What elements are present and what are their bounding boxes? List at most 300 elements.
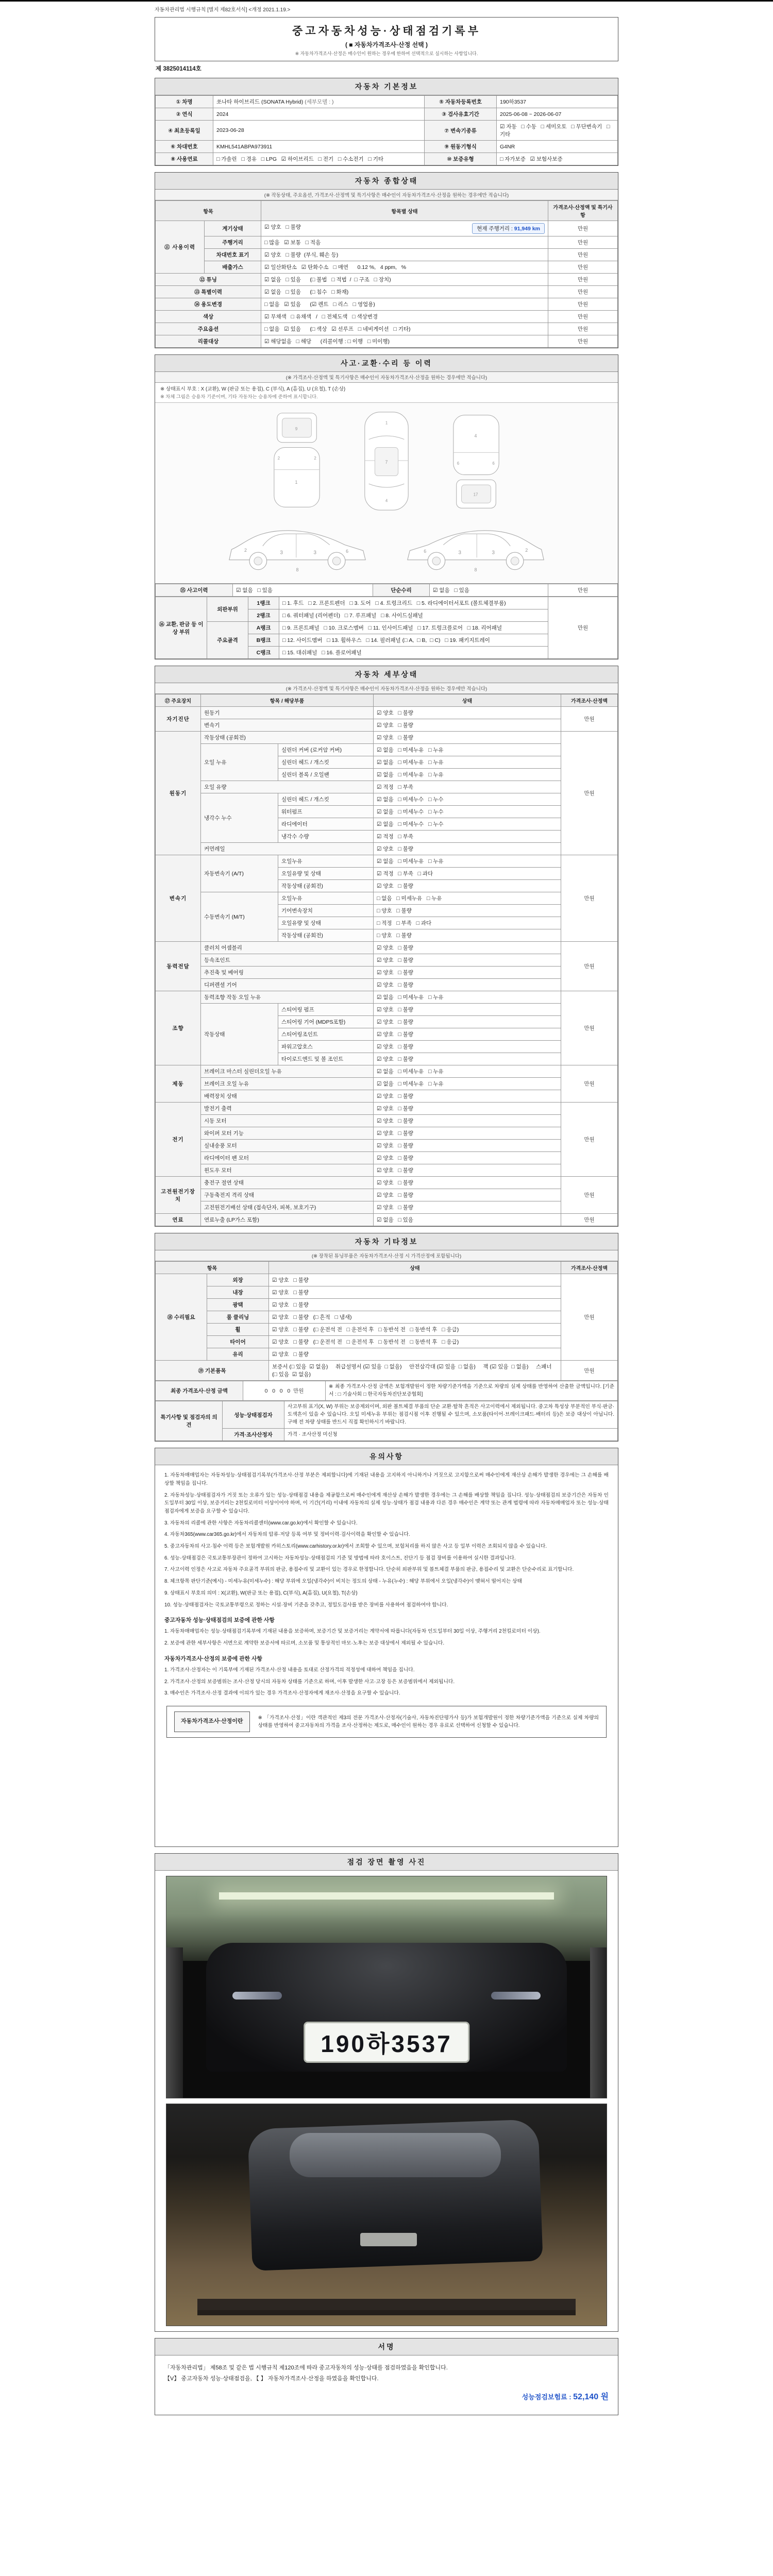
detail-row [156, 1177, 618, 1189]
notice-item: 2. 보증에 관한 세부사항은 서면으로 계약한 보증서에 따르며, 소모품 및 통상적인 마모·노후는 보증 대상에서 제외될 수 있습니다. [164, 1640, 445, 1647]
detail-row [156, 781, 618, 793]
price-cell: 만원 [548, 249, 618, 261]
item-label: 색상 [156, 311, 261, 323]
lift-post-right [590, 1947, 607, 2098]
detail-row [156, 967, 618, 979]
detail-row [156, 1065, 618, 1078]
document-header [155, 17, 618, 61]
detail-row [156, 719, 618, 732]
price-cell: 만원 [561, 1274, 618, 1361]
device-part-label: 라디에이터 [278, 818, 374, 831]
device-part-label: 파워고압호스 [278, 1041, 374, 1053]
detail-row [156, 1078, 618, 1090]
item-label: 배출가스 [205, 261, 261, 274]
table-row [156, 153, 618, 165]
table-row [156, 1348, 618, 1361]
car-lift-arm [197, 2299, 576, 2310]
item-label: 휠 [207, 1324, 269, 1336]
warranty2-list [164, 1666, 609, 1698]
price-survey-info-text: ※ 「가격조사·산정」이란 객관적인 제3의 전문 가격조사·산정자(기술사, 자동차진단평가사 등)가 보험개발원이 정한 차량기준가액을 기준으로 실제 차량의 상태를 반영하여 중고자동차의 가격을 조사·산정하는 제도로, 매수인이 원하는 경우 유료로 선택하여 신청할 수 있습니다. [258, 1715, 599, 1728]
workshop-light [219, 1892, 553, 1900]
table-row [156, 249, 618, 261]
car-headlight-left [232, 1992, 282, 1999]
detail-row [156, 843, 618, 855]
state-cell: ☑ 없음 □ 미세누유 □ 누유 [374, 1065, 561, 1078]
item-label: 리콜대상 [156, 335, 261, 348]
document-number-value: 3825014114호 [163, 66, 201, 72]
state-cell: ☑ 적정 □ 부족 [374, 831, 561, 843]
detail-row [156, 1164, 618, 1177]
odometer-bubble [472, 223, 545, 234]
detail-row [156, 1189, 618, 1201]
table-row [156, 108, 618, 121]
item-state: □ 없음 ☑ 있음 (□ 색상 ☑ 선루프 □ 네비게이션 □ 기타) [261, 323, 548, 335]
state-cell: ☑ 양호 □ 불량 [374, 1115, 561, 1127]
detail-row [156, 1090, 618, 1103]
price-cell: 만원 [561, 732, 618, 855]
item-state: ☑ 일산화탄소 ☑ 탄화수소 □ 매연 0.12 %, 4 ppm, % [261, 261, 548, 274]
price-cell: 만원 [548, 298, 618, 311]
section-detail-status [155, 666, 618, 1227]
state-cell: ☑ 양호 □ 불량 [374, 1004, 561, 1016]
odometer-label: 현재 주행거리 : [477, 226, 513, 232]
state-cell: ☑ 양호 □ 불량 [374, 954, 561, 967]
price-cell: 만원 [548, 274, 618, 286]
item-label: 주요옵션 [156, 323, 261, 335]
inspection-fee-label: 성능점검보험료 : [522, 2393, 572, 2401]
remarks-table [155, 1401, 618, 1441]
device-item-label: 실내송풍 모터 [201, 1140, 374, 1152]
item-label: 차대번호 표기 [205, 249, 261, 261]
table-row [156, 323, 618, 335]
price-cell: 만원 [548, 221, 618, 236]
panel-items: □ 1. 후드 □ 2. 프론트펜더 □ 3. 도어 □ 4. 트렁크리드 □ 5. 라디에이터서포트 (볼트체결부품) [279, 597, 548, 609]
item-label: 룸 클리닝 [207, 1311, 269, 1324]
table-row [156, 236, 618, 249]
table-row [156, 121, 618, 141]
appraiser-label: 가격·조사산정자 [223, 1429, 284, 1441]
state-cell: ☑ 양호 □ 불량 [374, 1090, 561, 1103]
table-row [156, 1381, 618, 1401]
notice-item: 6. 성능·상태점검은 국토교통부장관이 정하여 고시하는 자동차성능·상태점검의 기준 및 방법에 따라 호이스트, 진단기 등 점검 장비를 이용하여 실시한 결과입니다. [164, 1555, 516, 1561]
panel-items: □ 6. 쿼터패널 (리어펜더) □ 7. 루프패널 □ 8. 사이드실패널 [279, 609, 548, 622]
table-row [156, 1286, 618, 1299]
table-row [156, 311, 618, 323]
item-label: 내장 [207, 1286, 269, 1299]
detail-row [156, 1214, 618, 1226]
svg-text:9: 9 [295, 427, 298, 432]
etc-info-table [155, 1261, 618, 1381]
state-cell: ☑ 양호 □ 불량 [374, 1201, 561, 1214]
state-cell: ☑ 없음 □ 미세누수 □ 누수 [374, 818, 561, 831]
table-row [156, 1299, 618, 1311]
state-cell: □ 없음 □ 미세누유 □ 누유 [374, 892, 561, 905]
device-item-label: 클러치 어셈블리 [201, 942, 374, 954]
item-state: ☑ 양호 □ 불량 (□ 흔적 □ 냄새) [269, 1311, 561, 1324]
basic-items-state: 보증서 (□ 있음 ☑ 없음) 취급설명서 (☑ 있음 □ 없음) 안전삼각대 (☑ 있음 □ 없음) 잭 (☑ 있음 □ 없음) 스패너 (□ 있음 ☑ 없음) [269, 1361, 561, 1381]
device-item-label: 추진축 및 베어링 [201, 967, 374, 979]
device-part-label: 스티어링 펌프 [278, 1004, 374, 1016]
state-cell: ☑ 적정 □ 부족 [374, 781, 561, 793]
state-cell: ☑ 양호 □ 불량 [374, 1164, 561, 1177]
notice-item: 1. 자동차매매업자는 자동차성능·상태점검기록부(가격조사·산정 부분은 제외합니다)에 기재된 내용을 고지하지 아니하거나 거짓으로 고지함으로써 매수인에게 재산상 손해가 발생한 경우에는 그 손해를 배상할 책임을 집니다. [164, 1472, 609, 1487]
first-registration-date: 2023-06-28 [213, 121, 425, 141]
notice-item: 10. 성능·상태점검자는 국토교통부령으로 정하는 시설·장비 기준을 갖추고, 정밀도검사를 받은 장비를 사용하여 점검하여야 합니다. [164, 1602, 448, 1608]
notice-list [164, 1471, 609, 1609]
svg-text:1: 1 [385, 420, 388, 426]
device-item-label: 오일 누유 [201, 744, 278, 781]
svg-text:2: 2 [244, 547, 247, 553]
item-label: 타이어 [207, 1336, 269, 1348]
section-note-overall: (※ 작동상태, 주요옵션, 가격조사·산정액 및 특기사항은 매수인이 자동차가격조사·산정을 원하는 경우에만 적습니다) [155, 190, 618, 200]
state-cell: ☑ 양호 □ 불량 [374, 880, 561, 892]
item-state: ☑ 양호 □ 불량 [269, 1286, 561, 1299]
state-cell: ☑ 양호 □ 불량 [374, 1028, 561, 1041]
state-cell: ☑ 양호 □ 불량 [374, 967, 561, 979]
device-item-label: 커먼레일 [201, 843, 374, 855]
price-cell: 만원 [561, 707, 618, 732]
price-cell: 만원 [561, 1177, 618, 1214]
model-year: 2024 [213, 108, 425, 121]
final-price-unit: 만원 [293, 1388, 304, 1395]
column-header: ⑰ 주요장치 [156, 694, 201, 707]
state-cell: □ 양호 □ 불량 [374, 905, 561, 917]
state-cell: ☑ 양호 □ 불량 [374, 1016, 561, 1028]
column-header: 상태 [269, 1262, 561, 1274]
accident-history-label: ⑮ 사고이력 [156, 584, 233, 597]
field-label: ① 차명 [156, 96, 213, 108]
car-side-right-diagram [398, 518, 553, 576]
device-part-label: 타이로드엔드 및 볼 조인트 [278, 1053, 374, 1065]
column-header: 가격조사·산정액 및 특기사항 [548, 201, 618, 221]
section-notices [155, 1448, 618, 1847]
signature-body [155, 2355, 618, 2414]
device-part-label: 실린더 블록 / 오일팬 [278, 769, 374, 781]
transmission-type: ☑ 자동 □ 수동 □ 세미오토 □ 무단변속기 □ 기타 [497, 121, 618, 141]
column-header: 가격조사·산정액 [561, 1262, 618, 1274]
state-cell: ☑ 없음 □ 미세누유 □ 누유 [374, 769, 561, 781]
device-item-label: 고전원전기배선 상태 (접속단자, 피복, 보호기구) [201, 1201, 374, 1214]
item-state: ☑ 무채색 □ 유채색 / □ 전체도색 □ 색상변경 [261, 311, 548, 323]
device-item-label: 브레이크 오일 누유 [201, 1078, 374, 1090]
state-cell: ☑ 양호 □ 불량 [374, 1140, 561, 1152]
appraiser-opinion: 가격 · 조사산정 미신청 [284, 1429, 618, 1441]
column-header: 항목 [156, 201, 261, 221]
svg-text:2: 2 [314, 456, 316, 461]
panel-items: □ 9. 프론트패널 □ 10. 크로스멤버 □ 11. 인사이드패널 □ 17. 트렁크플로어 □ 18. 리어패널 [279, 622, 548, 634]
car-name: 쏘나타 하이브리드 (SONATA Hybrid) [216, 99, 304, 105]
accident-history-table [155, 584, 618, 597]
section-etc-info [155, 1233, 618, 1442]
state-cell: ☑ 없음 □ 미세누유 □ 누유 [374, 756, 561, 769]
table-row [156, 584, 618, 597]
state-cell: ☑ 양호 □ 불량 [374, 979, 561, 991]
car-damage-diagrams [155, 403, 618, 584]
item-state: ☑ 양호 □ 불량 (□ 운전석 전 □ 운전석 후 □ 동반석 전 □ 동반석 후 □ 응급) [269, 1324, 561, 1336]
detail-row [156, 1115, 618, 1127]
state-cell: □ 양호 □ 불량 [374, 929, 561, 942]
inspection-photo-rear [166, 2104, 607, 2326]
price-survey-info-box [166, 1706, 607, 1738]
final-price-table [155, 1381, 618, 1401]
table-row [156, 286, 618, 298]
state-cell: ☑ 양호 □ 불량 [374, 1177, 561, 1189]
section-title-notices: 유의사항 [155, 1448, 618, 1465]
price-cell: 만원 [548, 323, 618, 335]
inspector-label: 성능·상태점검자 [223, 1401, 284, 1429]
device-part-label: 작동상태 (공회전) [278, 880, 374, 892]
inspection-photo-front [166, 1876, 607, 2098]
law-reference: 자동차관리법 시행규칙 [별지 제82호서식] <개정 2021.1.19.> [155, 7, 291, 13]
inspector-opinion: 사고부위 표기(X, W) 부위는 보증제외이며, 외판 볼트체결 부품의 단순 교환·탈착 흔적은 사고이력에서 제외됩니다. 중고차 특성상 부분적인 부식·판금·도색흔이 있을 수 있습니다. 오일 미세누유 부위는 점검시점 이후 진행될 수 있으며, 소모품(타이어·브레이크패드·배터리 등)은 보증 대상이 아닙니다. 구매 전 차량 상태를 반드시 직접 확인하시기 바랍니다. [284, 1401, 618, 1429]
state-cell: ☑ 양호 □ 불량 [374, 1152, 561, 1164]
column-header: 항목별 상태 [261, 201, 548, 221]
warranty2-title: 자동차가격조사·산정의 보증에 관한 사항 [164, 1655, 262, 1662]
svg-text:2: 2 [525, 547, 528, 553]
rank-label: B랭크 [248, 634, 279, 647]
section-title-accident: 사고·교환·수리 등 이력 [155, 355, 618, 372]
device-item-label: 동력조향 작동 오일 누유 [201, 991, 374, 1004]
table-row [156, 141, 618, 153]
price-cell: 만원 [548, 286, 618, 298]
field-label: ② 연식 [156, 108, 213, 121]
section-photos [155, 1853, 618, 2332]
detail-row [156, 707, 618, 719]
item-state [261, 221, 548, 236]
detail-row [156, 855, 618, 868]
detail-row [156, 979, 618, 991]
detail-row [156, 732, 618, 744]
device-item-label: 와이퍼 모터 기능 [201, 1127, 374, 1140]
field-label: ⑥ 차대번호 [156, 141, 213, 153]
document-number-prefix: 제 [156, 66, 162, 72]
state-cell: ☑ 양호 □ 불량 [374, 707, 561, 719]
state-cell: ☑ 양호 □ 불량 [374, 843, 561, 855]
svg-text:8: 8 [474, 567, 477, 573]
device-item-label: 시동 모터 [201, 1115, 374, 1127]
field-label: ⑦ 변속기종류 [425, 121, 497, 141]
price-survey-info-title: 자동차가격조사·산정이란 [174, 1711, 250, 1732]
field-label: ④ 최초등록일 [156, 121, 213, 141]
table-row [156, 1361, 618, 1381]
device-item-label: 윈도우 모터 [201, 1164, 374, 1177]
svg-text:6: 6 [457, 461, 460, 466]
device-part-label: 오일유량 및 상태 [278, 917, 374, 929]
field-label: ⑨ 원동기형식 [425, 141, 497, 153]
svg-text:6: 6 [492, 461, 495, 466]
table-row [156, 261, 618, 274]
lift-post-left [166, 1947, 183, 2098]
state-cell: ☑ 없음 □ 있음 [374, 1214, 561, 1226]
car-side-left-diagram [220, 518, 375, 576]
detail-row [156, 1152, 618, 1164]
svg-text:3: 3 [458, 550, 462, 556]
device-group-label: 연료 [156, 1214, 201, 1226]
section-note-detail: (※ 가격조사·산정액 및 특기사항은 매수인이 자동차가격조사·산정을 원하는 경우에만 적습니다) [155, 683, 618, 694]
device-item-label: 등속조인트 [201, 954, 374, 967]
notice-item: 5. 중고자동차의 사고·침수 이력 등은 보험개발원 카히스토리(www.carhistory.or.kr)에서 조회할 수 있으며, 보험처리를 하지 않은 사고 등 일부 이력은 조회되지 않을 수 있습니다. [164, 1544, 547, 1550]
item-state: ☑ 양호 □ 불량 (부식, 훼손 등) [261, 249, 548, 261]
svg-text:6: 6 [424, 549, 427, 554]
overall-status-table [155, 200, 618, 348]
price-cell: 만원 [561, 1103, 618, 1177]
simple-repair-label: 단순수리 [373, 584, 430, 597]
device-item-label: 구동축전지 격리 상태 [201, 1189, 374, 1201]
device-part-label: 스티어링 기어 (MDPS포함) [278, 1016, 374, 1028]
panel-items: □ 15. 대쉬패널 □ 16. 플로어패널 [279, 647, 548, 659]
state-cell: ☑ 적정 □ 부족 □ 과다 [374, 868, 561, 880]
device-group-label: 조향 [156, 991, 201, 1065]
notice-item: 1. 가격조사·산정자는 이 기록부에 기재된 가격조사·산정 내용을 토대로 산정가격의 적정성에 대하여 책임을 집니다. [164, 1667, 415, 1673]
car-front-top-diagram [264, 408, 330, 514]
warranty1-title: 중고자동차 성능·상태점검의 보증에 관한 사항 [164, 1617, 275, 1624]
device-item-label: 브레이크 마스터 실린더오일 누유 [201, 1065, 374, 1078]
item-label: ⑬ 특별이력 [156, 286, 261, 298]
notices-body [155, 1465, 618, 1846]
rank-label: 2랭크 [248, 609, 279, 622]
field-value [213, 96, 425, 108]
basic-items-label: ⑲ 기본품목 [156, 1361, 269, 1381]
section-note-accident: (※ 가격조사·산정액 및 특기사항은 매수인이 자동차가격조사·산정을 원하는 경우에만 적습니다) [155, 372, 618, 383]
engine-code: G4NR [497, 141, 618, 153]
detail-row [156, 942, 618, 954]
item-state: ☑ 없음 □ 있음 (□ 불법 □ 적법 / □ 구조 □ 장치) [261, 274, 548, 286]
field-label: ③ 검사유효기간 [425, 108, 497, 121]
table-row [156, 1429, 618, 1441]
section-signature [155, 2338, 618, 2415]
panel-items: □ 12. 사이드멤버 □ 13. 휠하우스 □ 14. 필러패널 (□ A, □ B, □ C) □ 19. 패키지트레이 [279, 634, 548, 647]
device-item-label: 냉각수 누수 [201, 793, 278, 843]
notice-item: 2. 가격조사·산정의 보증범위는 조사·산정 당시의 자동차 상태를 기준으로 하며, 이후 발생한 사고·고장 등은 보증범위에서 제외됩니다. [164, 1679, 455, 1685]
device-item-label: 라디에이터 팬 모터 [201, 1152, 374, 1164]
inspection-validity: 2025-06-08 ~ 2026-06-07 [497, 108, 618, 121]
device-part-label: 작동상태 (공회전) [278, 929, 374, 942]
table-row [156, 1336, 618, 1348]
table-header-row [156, 694, 618, 707]
device-group-label: 전기 [156, 1103, 201, 1177]
state-cell: ☑ 양호 □ 불량 [374, 1189, 561, 1201]
notice-item: 7. 사고이력 인정은 사고로 자동차 주요골격 부위의 판금, 용접수리 및 교환이 있는 경우로 한정합니다. 단순히 외판부위 및 볼트체결 부품의 판금, 용접수리 및 교환은 단순수리로 표기합니다. [164, 1567, 574, 1573]
device-part-label: 실린더 헤드 / 개스킷 [278, 756, 374, 769]
device-item-label: 배력장치 상태 [201, 1090, 374, 1103]
table-row [156, 335, 618, 348]
state-cell: ☑ 없음 □ 미세누수 □ 누수 [374, 793, 561, 806]
item-state: □ 없음 ☑ 있음 (☑ 렌트 □ 리스 □ 영업용) [261, 298, 548, 311]
section-title-detail: 자동차 세부상태 [155, 666, 618, 683]
diagram-row-top [155, 408, 618, 514]
price-cell: 만원 [561, 1361, 618, 1381]
state-cell: ☑ 없음 □ 미세누유 □ 누유 [374, 991, 561, 1004]
table-row [156, 96, 618, 108]
document-number [155, 64, 618, 73]
section-accident-history [155, 354, 618, 659]
price-cell: 만원 [561, 855, 618, 942]
notice-item: 9. 상태표시 부호의 의미 : X(교환), W(판금 또는 용접), C(부식), A(흠집), U(요철), T(손상) [164, 1590, 358, 1596]
device-item-label: 작동상태 (공회전) [201, 732, 374, 744]
state-cell: ☑ 양호 □ 불량 [374, 1127, 561, 1140]
item-state: ☑ 양호 □ 불량 [269, 1299, 561, 1311]
section-title-photos: 점검 장면 촬영 사진 [155, 1854, 618, 1871]
column-header: 항목 [156, 1262, 269, 1274]
diagram-note: ※ 차체 그림은 승용차 기준이며, 기타 자동차는 승용차에 준하여 표시합니다. [155, 392, 618, 403]
price-cell: 만원 [561, 991, 618, 1065]
device-item-label: 연료누출 (LP가스 포함) [201, 1214, 374, 1226]
device-item-label: 변속기 [201, 719, 374, 732]
table-row [156, 597, 618, 609]
state-cell: ☑ 양호 □ 불량 [374, 942, 561, 954]
item-state: □ 많음 ☑ 보통 □ 적음 [261, 236, 548, 249]
field-label: ⑤ 자동차등록번호 [425, 96, 497, 108]
state-cell: ☑ 양호 □ 불량 [374, 1053, 561, 1065]
basic-info-table [155, 95, 618, 165]
section-basic-info [155, 78, 618, 166]
notice-item: 4. 자동차365(www.car365.go.kr)에서 자동차의 압류·저당 등록 여부 및 정비이력·검사이력을 확인할 수 있습니다. [164, 1532, 410, 1538]
table-header-row [156, 201, 618, 221]
device-part-label: 오일누유 [278, 855, 374, 868]
device-group-label: 고전원전기장치 [156, 1177, 201, 1214]
odometer-value: 91,949 km [514, 226, 540, 232]
car-headlight-right [491, 1992, 541, 1999]
item-label: ⑭ 용도변경 [156, 298, 261, 311]
svg-text:8: 8 [296, 567, 299, 573]
detail-row [156, 1103, 618, 1115]
detail-row [156, 892, 618, 905]
table-row [156, 1401, 618, 1429]
detail-row [156, 793, 618, 806]
car-top-diagram [354, 408, 419, 514]
device-item-label: 작동상태 [201, 1004, 278, 1065]
device-part-label: 스티어링조인트 [278, 1028, 374, 1041]
item-state: ☑ 양호 □ 불량 (□ 운전석 전 □ 운전석 후 □ 동반석 전 □ 동반석 후 □ 응급) [269, 1336, 561, 1348]
price-cell: 만원 [548, 597, 618, 659]
signature-confirm-text: 【V】 중고자동차 성능·상태점검을, 【 】 자동차가격조사·산정을 하였음을 확인합니다. [164, 2376, 379, 2382]
price-cell: 만원 [548, 261, 618, 274]
device-group-label: 동력전달 [156, 942, 201, 991]
table-row [156, 1274, 618, 1286]
section-title-overall: 자동차 종합상태 [155, 173, 618, 190]
svg-text:7: 7 [385, 459, 388, 465]
state-cell: ☑ 없음 □ 미세누수 □ 누수 [374, 806, 561, 818]
panel-section-label: ⑯ 교환, 판금 등 이상 부위 [156, 597, 207, 659]
detail-row [156, 954, 618, 967]
device-item-label: 발전기 출력 [201, 1103, 374, 1115]
item-label: 유리 [207, 1348, 269, 1361]
rear-license-plate-area [360, 2233, 417, 2246]
section-title-etc: 자동차 기타정보 [155, 1233, 618, 1250]
license-plate: 190하3537 [304, 2022, 469, 2063]
signature-law-text: 「자동차관리법」 제58조 및 같은 법 시행규칙 제120조에 따라 중고자동차의 성능·상태를 점검하였음을 확인합니다. [164, 2365, 448, 2371]
car-rear-top-diagram [443, 408, 509, 514]
device-part-label: 기어변속장치 [278, 905, 374, 917]
price-cell: 만원 [561, 942, 618, 991]
detail-row [156, 1140, 618, 1152]
detail-row [156, 1201, 618, 1214]
item-label: 주행거리 [205, 236, 261, 249]
accident-history-state: ☑ 없음 □ 있음 [233, 584, 373, 597]
svg-text:3: 3 [313, 550, 316, 556]
device-item-label: 디퍼렌셜 기어 [201, 979, 374, 991]
section-overall-status [155, 172, 618, 348]
price-cell: 만원 [548, 335, 618, 348]
document-subnote: ※ 자동차가격조사·산정은 매수인이 원하는 경우에 한하여 선택적으로 실시하는 사항입니다. [295, 51, 478, 56]
price-cell: 만원 [548, 584, 618, 597]
rank-label: 1랭크 [248, 597, 279, 609]
table-row [156, 221, 618, 236]
detail-row [156, 1127, 618, 1140]
device-group-label: 원동기 [156, 732, 201, 855]
table-row [156, 274, 618, 286]
fuel-type: □ 가솔린 □ 경유 □ LPG ☑ 하이브리드 □ 전기 □ 수소전기 □ 기타 [213, 153, 425, 165]
